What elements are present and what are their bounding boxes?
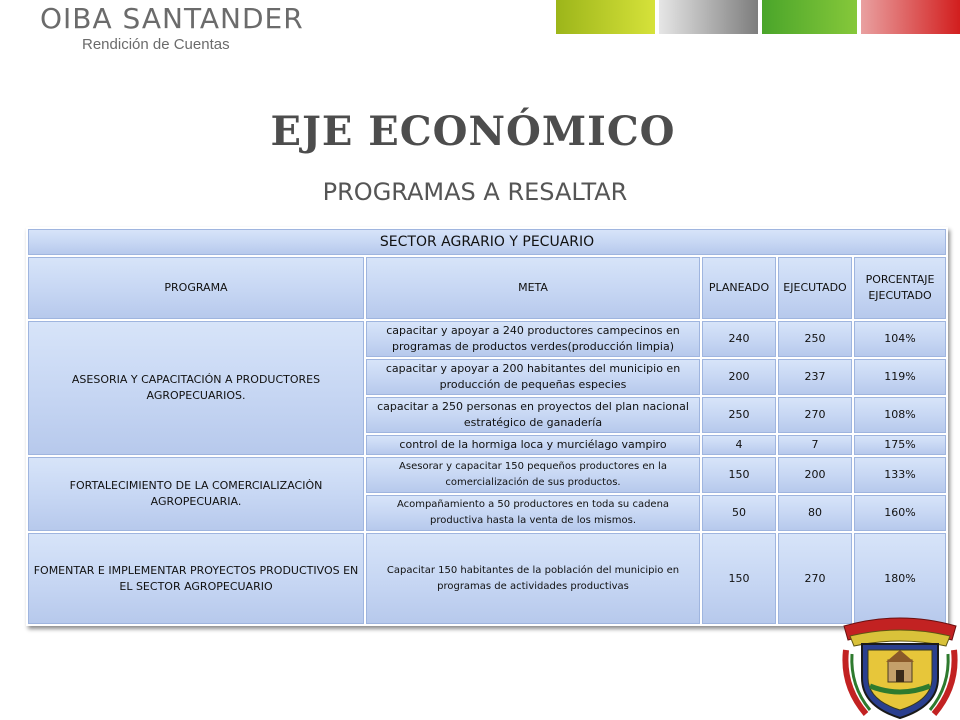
table-row (28, 321, 946, 357)
decorative-color-blocks (556, 0, 960, 34)
col-header-planeado: PLANEADO (702, 257, 776, 319)
meta-cell: control de la hormiga loca y murciélago vampiro (366, 435, 700, 455)
page-title: EJE ECONÓMICO (270, 108, 676, 155)
program-name: FOMENTAR E IMPLEMENTAR PROYECTOS PRODUCTIVOS EN EL SECTOR AGROPECUARIO (28, 533, 364, 624)
color-block-green (762, 0, 857, 34)
coat-of-arms-icon (840, 606, 960, 720)
ejecutado-cell: 7 (778, 435, 852, 455)
sector-row (28, 229, 946, 255)
planeado-cell: 4 (702, 435, 776, 455)
color-block-yellow (556, 0, 655, 34)
ejecutado-cell: 270 (778, 533, 852, 624)
planeado-cell: 250 (702, 397, 776, 433)
porcentaje-cell: 108% (854, 397, 946, 433)
ejecutado-cell: 200 (778, 457, 852, 493)
planeado-cell: 150 (702, 533, 776, 624)
meta-cell: capacitar y apoyar a 200 habitantes del municipio en producción de pequeñas especies (366, 359, 700, 395)
brand-name: OIBA SANTANDER (40, 2, 304, 35)
ejecutado-cell: 80 (778, 495, 852, 531)
page-subtitle: PROGRAMAS A RESALTAR (322, 178, 628, 206)
ejecutado-cell: 237 (778, 359, 852, 395)
meta-cell: capacitar a 250 personas en proyectos del plan nacional estratégico de ganadería (366, 397, 700, 433)
meta-cell: capacitar y apoyar a 240 productores campecinos en programas de productos verdes(producción limpia) (366, 321, 700, 357)
planeado-cell: 150 (702, 457, 776, 493)
color-block-gray (659, 0, 758, 34)
planeado-cell: 240 (702, 321, 776, 357)
brand-subtitle: Rendición de Cuentas (82, 36, 230, 53)
table-row (28, 533, 946, 624)
meta-cell: Acompañamiento a 50 productores en toda su cadena productiva hasta la venta de los mismos. (366, 495, 700, 531)
col-header-ejecutado: EJECUTADO (778, 257, 852, 319)
col-header-porcentaje: PORCENTAJE EJECUTADO (854, 257, 946, 319)
table-row (28, 457, 946, 493)
planeado-cell: 50 (702, 495, 776, 531)
sector-title: SECTOR AGRARIO Y PECUARIO (28, 229, 946, 255)
porcentaje-cell: 180% (854, 533, 946, 624)
color-block-red (861, 0, 960, 34)
brand-header (40, 4, 304, 34)
header-row (28, 257, 946, 319)
porcentaje-cell: 119% (854, 359, 946, 395)
porcentaje-cell: 160% (854, 495, 946, 531)
planeado-cell: 200 (702, 359, 776, 395)
program-name: FORTALECIMIENTO DE LA COMERCIALIZACIÒN AGROPECUARIA. (28, 457, 364, 531)
col-header-meta: META (366, 257, 700, 319)
porcentaje-cell: 175% (854, 435, 946, 455)
ejecutado-cell: 250 (778, 321, 852, 357)
col-header-programa: PROGRAMA (28, 257, 364, 319)
programs-table (26, 227, 948, 626)
ejecutado-cell: 270 (778, 397, 852, 433)
program-name: ASESORIA Y CAPACITACIÓN A PRODUCTORES AGROPECUARIOS. (28, 321, 364, 455)
meta-cell: Asesorar y capacitar 150 pequeños productores en la comercialización de sus productos. (366, 457, 700, 493)
porcentaje-cell: 133% (854, 457, 946, 493)
meta-cell: Capacitar 150 habitantes de la población del municipio en programas de actividades productivas (366, 533, 700, 624)
porcentaje-cell: 104% (854, 321, 946, 357)
